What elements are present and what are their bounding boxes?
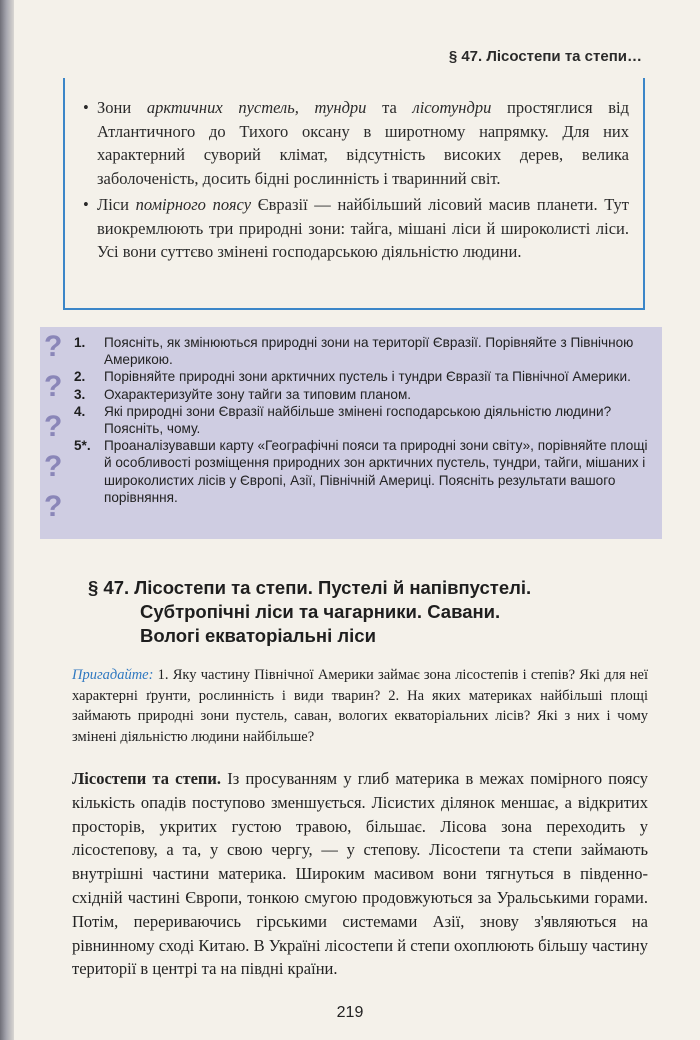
question-text: Охарактеризуйте зону тайги за типовим планом. bbox=[104, 386, 412, 402]
bullet-icon: • bbox=[83, 195, 89, 214]
question-item bbox=[74, 437, 650, 506]
question-mark-icons: ? ? ? ? ? bbox=[44, 330, 63, 523]
question-number: 4. bbox=[74, 403, 86, 419]
running-head: § 47. Лісостепи та степи… bbox=[448, 48, 642, 65]
recall-prompt bbox=[72, 665, 648, 747]
section-title-line: Вологі екваторіальні ліси bbox=[140, 625, 376, 646]
question-text: Порівняйте природні зони арктичних пустель і тундри Євразії та Північної Америки. bbox=[104, 369, 631, 385]
page-number: 219 bbox=[336, 1004, 364, 1021]
question-text: Які природні зони Євразії найбільше змінені господарською діяльністю людини? Поясніть, чому. bbox=[104, 403, 612, 437]
review-questions bbox=[40, 327, 662, 539]
question-item bbox=[74, 403, 650, 437]
summary-bullet: • Ліси помірного поясу Євразії — найбільший лісовий масив планети. Тут виокремлюють три природні зони: тайга, мішані ліси й широколисті ліси. Усі вони суттєво змінені господарською діяльністю людини. bbox=[83, 195, 629, 261]
paragraph-text: Із просуванням у глиб материка в межах помірного поясу кількість опадів поступово зменшується. Лісистих ділянок меншає, а відкритих просторів, укритих густою травою, більшає. Лісова зона переходить у лісостепову, а та, у свою чергу, — у степову. Лісостепи та степи займають внутрішні частини материка. Широким масивом вони тягнуться в південно-східній частині Європи, тонкою смугою продовжуються за Уральськими горами. Потім, перериваючись гірськими системами Азії, знову з'являються на рівнинному сході Китаю. В Україні лісостепи й степи охоплюють більшу частину території в центрі та на півдні країни. bbox=[72, 769, 648, 979]
section-title bbox=[88, 576, 628, 648]
section-title-line: § 47. Лісостепи та степи. Пустелі й напівпустелі. bbox=[88, 577, 532, 598]
question-item bbox=[74, 368, 650, 385]
book-spine-shadow bbox=[0, 0, 14, 1040]
question-text: Проаналізувавши карту «Географічні пояси та природні зони світу», порівняйте площі й особливості розміщення природних зон арктичних пустель, тундри, тайги, мішаних і широколистих лісів у Європі, Азії, Північній Америці. Поясніть результати вашого порівняння. bbox=[104, 438, 648, 505]
recall-text: 1. Яку частину Північної Америки займає зона лісостепів і степів? Які для неї характерні ґрунти, рослинність і види тварин? 2. На яких материках найбільші площі займають природні зони пустель, саван, вологих екваторіальних лісів? Які з них і чому змінені діяльністю людини найбільше? bbox=[72, 667, 648, 745]
question-item bbox=[74, 334, 650, 368]
section-title-line: Субтропічні ліси та чагарники. Савани. bbox=[140, 601, 501, 622]
body-paragraph bbox=[72, 767, 648, 981]
question-item bbox=[74, 386, 650, 403]
question-number: 5*. bbox=[74, 438, 91, 454]
question-number: 2. bbox=[74, 369, 86, 385]
paragraph-lead: Лісостепи та степи. bbox=[72, 769, 222, 788]
bullet-icon: • bbox=[83, 98, 89, 117]
question-number: 3. bbox=[74, 386, 86, 402]
question-number: 1. bbox=[74, 335, 86, 350]
question-text: Поясніть, як змінюються природні зони на території Євразії. Порівняйте з Північною Америкою. bbox=[104, 335, 634, 368]
summary-bullet: • Зони арктичних пустель, тундри та лісотундри простяглися від Атлантичного до Тихого оксану в широтному напрямку. Для них характерний суворий клімат, відсутність високих дерев, велика заболоченість, досить бідні рослинність і тваринний світ. bbox=[83, 98, 629, 188]
summary-box bbox=[63, 78, 645, 310]
recall-label: Пригадайте: bbox=[72, 667, 154, 683]
